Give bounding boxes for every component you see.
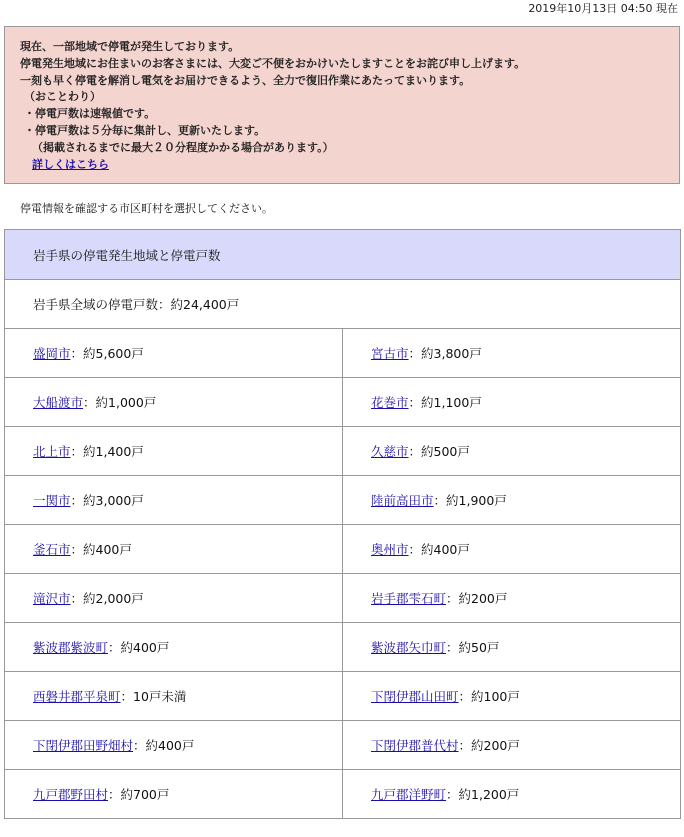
area-outage-count: ：約1,000戸 xyxy=(83,395,157,410)
area-outage-count: ：約700戸 xyxy=(108,787,170,802)
area-link[interactable]: 北上市 xyxy=(33,444,71,459)
area-link[interactable]: 下閉伊郡山田町 xyxy=(371,689,459,704)
area-outage-count: ：10戸未満 xyxy=(120,689,187,704)
area-cell xyxy=(343,378,681,427)
area-link[interactable]: 盛岡市 xyxy=(33,346,71,361)
total-outage: 岩手県全域の停電戸数：約24,400戸 xyxy=(5,280,681,329)
area-outage-count: ：約400戸 xyxy=(408,542,470,557)
area-cell xyxy=(5,623,343,672)
table-row xyxy=(5,329,681,378)
notice-line: 停電発生地域にお住まいのお客さまには、大変ご不便をおかけいたしますことをお詫び申し上げます。 xyxy=(20,56,526,70)
area-link[interactable]: 宮古市 xyxy=(371,346,409,361)
area-cell xyxy=(343,476,681,525)
area-link[interactable]: 九戸郡洋野町 xyxy=(371,787,447,802)
area-link[interactable]: 滝沢市 xyxy=(33,591,71,606)
table-header: 岩手県の停電発生地域と停電戸数 xyxy=(5,230,681,280)
area-link[interactable]: 西磐井郡平泉町 xyxy=(33,689,121,704)
table-row xyxy=(5,427,681,476)
area-outage-count: ：約400戸 xyxy=(70,542,132,557)
area-outage-count: ：約200戸 xyxy=(446,591,508,606)
area-cell xyxy=(5,427,343,476)
notice-line: （掲載されるまでに最大２０分程度かかる場合があります。） xyxy=(32,140,334,154)
outage-table xyxy=(4,229,681,819)
table-row xyxy=(5,770,681,819)
table-row xyxy=(5,574,681,623)
area-outage-count: ：約500戸 xyxy=(408,444,470,459)
area-link[interactable]: 紫波郡矢巾町 xyxy=(371,640,447,655)
area-outage-count: ：約400戸 xyxy=(133,738,195,753)
area-outage-count: ：約1,400戸 xyxy=(70,444,144,459)
area-outage-count: ：約1,100戸 xyxy=(408,395,482,410)
area-cell xyxy=(5,378,343,427)
update-timestamp: 2019年10月13日 04:50 現在 xyxy=(528,2,678,15)
area-link[interactable]: 大船渡市 xyxy=(33,395,84,410)
area-cell xyxy=(5,329,343,378)
area-link[interactable]: 釜石市 xyxy=(33,542,71,557)
area-cell xyxy=(343,574,681,623)
area-outage-count: ：約1,200戸 xyxy=(446,787,520,802)
area-cell xyxy=(5,770,343,819)
area-cell xyxy=(5,672,343,721)
notice-line: ・停電戸数は速報値です。 xyxy=(24,107,156,121)
area-cell xyxy=(5,721,343,770)
notice-line: ・停電戸数は５分毎に集計し、更新いたします。 xyxy=(24,123,266,137)
instruction-text: 停電情報を確認する市区町村を選択してください。 xyxy=(20,202,273,215)
area-cell xyxy=(343,672,681,721)
area-outage-count: ：約5,600戸 xyxy=(70,346,144,361)
area-link[interactable]: 下閉伊郡普代村 xyxy=(371,738,459,753)
area-link[interactable]: 紫波郡紫波町 xyxy=(33,640,109,655)
area-cell xyxy=(343,329,681,378)
area-outage-count: ：約2,000戸 xyxy=(70,591,144,606)
table-row xyxy=(5,378,681,427)
area-outage-count: ：約200戸 xyxy=(458,738,520,753)
area-outage-count: ：約3,000戸 xyxy=(70,493,144,508)
area-cell xyxy=(343,721,681,770)
area-cell xyxy=(343,427,681,476)
area-link[interactable]: 奥州市 xyxy=(371,542,409,557)
area-link[interactable]: 九戸郡野田村 xyxy=(33,787,109,802)
area-link[interactable]: 花巻市 xyxy=(371,395,409,410)
area-cell xyxy=(5,476,343,525)
area-cell xyxy=(5,574,343,623)
table-row xyxy=(5,525,681,574)
area-cell xyxy=(343,770,681,819)
area-link[interactable]: 下閉伊郡田野畑村 xyxy=(33,738,134,753)
table-row xyxy=(5,721,681,770)
area-cell xyxy=(5,525,343,574)
details-link[interactable]: 詳しくはこちら xyxy=(32,157,109,171)
table-row xyxy=(5,623,681,672)
area-outage-count: ：約50戸 xyxy=(446,640,500,655)
area-outage-count: ：約400戸 xyxy=(108,640,170,655)
area-outage-count: ：約3,800戸 xyxy=(408,346,482,361)
notice-line: 一刻も早く停電を解消し電気をお届けできるよう、全力で復旧作業にあたってまいります。 xyxy=(20,73,471,87)
area-rows xyxy=(5,329,681,819)
outage-notice-box xyxy=(4,26,680,184)
area-cell xyxy=(343,525,681,574)
area-outage-count: ：約1,900戸 xyxy=(433,493,507,508)
area-link[interactable]: 久慈市 xyxy=(371,444,409,459)
area-link[interactable]: 一関市 xyxy=(33,493,71,508)
table-row xyxy=(5,672,681,721)
table-row xyxy=(5,476,681,525)
area-cell xyxy=(343,623,681,672)
notice-line: （おことわり） xyxy=(24,90,101,104)
area-link[interactable]: 陸前高田市 xyxy=(371,493,434,508)
notice-line: 現在、一部地域で停電が発生しております。 xyxy=(20,40,240,53)
area-link[interactable]: 岩手郡雫石町 xyxy=(371,591,447,606)
area-outage-count: ：約100戸 xyxy=(458,689,520,704)
